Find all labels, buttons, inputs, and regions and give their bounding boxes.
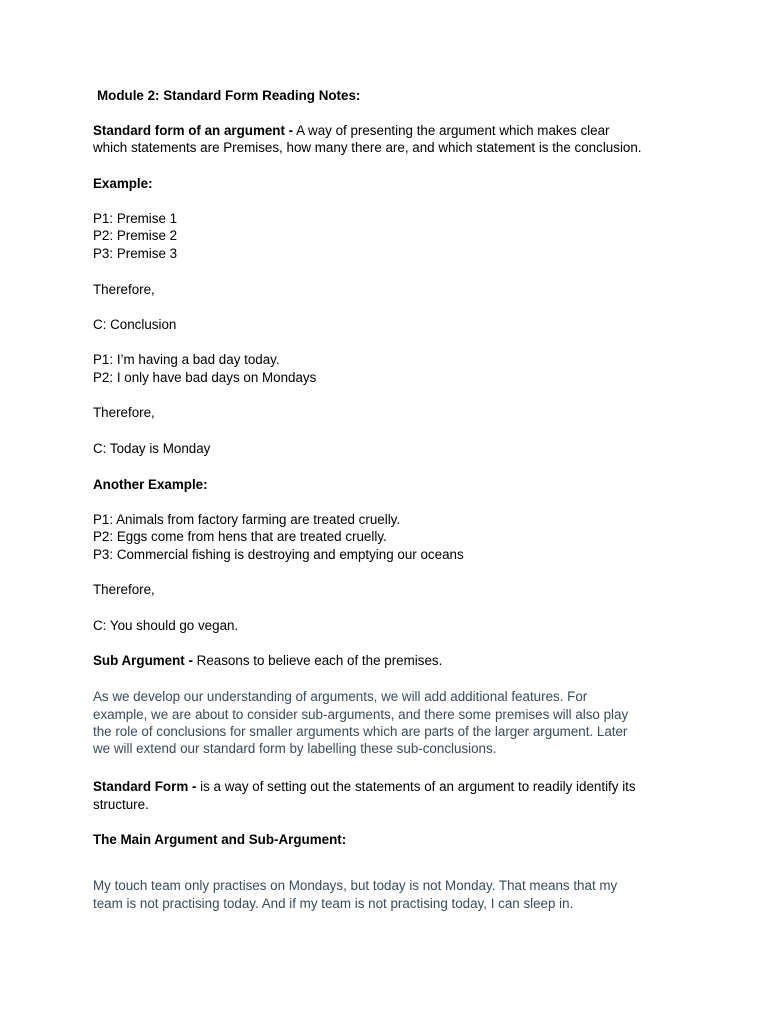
touch-paragraph-line: My touch team only practises on Mondays, but today is not Monday. That means that my xyxy=(93,878,618,893)
note-paragraph-line: example, we are about to consider sub-arguments, and there some premises will also play xyxy=(93,707,629,722)
conclusion-line: C: Conclusion xyxy=(93,317,177,332)
note-paragraph-line: the role of conclusions for smaller arguments which are parts of the larger argument. Later xyxy=(93,724,628,739)
standard-form-definition-line-2: which statements are Premises, how many there are, and which statement is the conclusion. xyxy=(93,140,642,155)
premise-line: P3: Premise 3 xyxy=(93,246,178,261)
main-sub-argument-heading: The Main Argument and Sub-Argument: xyxy=(93,832,347,847)
premise-line: P2: I only have bad days on Mondays xyxy=(93,370,317,385)
sub-argument-definition xyxy=(93,652,442,669)
standard-form-term-2: Standard Form - xyxy=(93,779,197,794)
note-paragraph-line: we will extend our standard form by labelling these sub-conclusions. xyxy=(93,741,497,756)
sub-argument-term: Sub Argument - xyxy=(93,653,193,668)
standard-form-term: Standard form of an argument - xyxy=(93,123,294,138)
conclusion-line: C: You should go vegan. xyxy=(93,618,239,633)
sub-argument-text: Reasons to believe each of the premises. xyxy=(196,653,443,668)
premise-line: P2: Premise 2 xyxy=(93,228,178,243)
standard-form-definition-2-line-2: structure. xyxy=(93,797,149,812)
standard-form-definition-line-1 xyxy=(93,122,609,139)
page-title: Module 2: Standard Form Reading Notes: xyxy=(97,88,361,103)
therefore-line: Therefore, xyxy=(93,582,155,597)
another-example-heading: Another Example: xyxy=(93,477,208,492)
touch-paragraph-line: team is not practising today. And if my team is not practising today, I can sleep in. xyxy=(93,896,574,911)
premise-line: P2: Eggs come from hens that are treated cruelly. xyxy=(93,529,387,544)
note-paragraph-line: As we develop our understanding of arguments, we will add additional features. For xyxy=(93,689,588,704)
standard-form-definition-2-text: is a way of setting out the statements of an argument to readily identify its xyxy=(200,779,636,794)
conclusion-line: C: Today is Monday xyxy=(93,441,211,456)
standard-form-definition-text: A way of presenting the argument which makes clear xyxy=(296,123,610,138)
premise-line: P1: I’m having a bad day today. xyxy=(93,352,280,367)
premise-line: P1: Animals from factory farming are treated cruelly. xyxy=(93,512,401,527)
premise-line: P1: Premise 1 xyxy=(93,211,178,226)
example-heading: Example: xyxy=(93,176,153,191)
premise-line: P3: Commercial fishing is destroying and emptying our oceans xyxy=(93,547,464,562)
therefore-line: Therefore, xyxy=(93,282,155,297)
standard-form-definition-2-line-1 xyxy=(93,778,636,795)
therefore-line: Therefore, xyxy=(93,405,155,420)
